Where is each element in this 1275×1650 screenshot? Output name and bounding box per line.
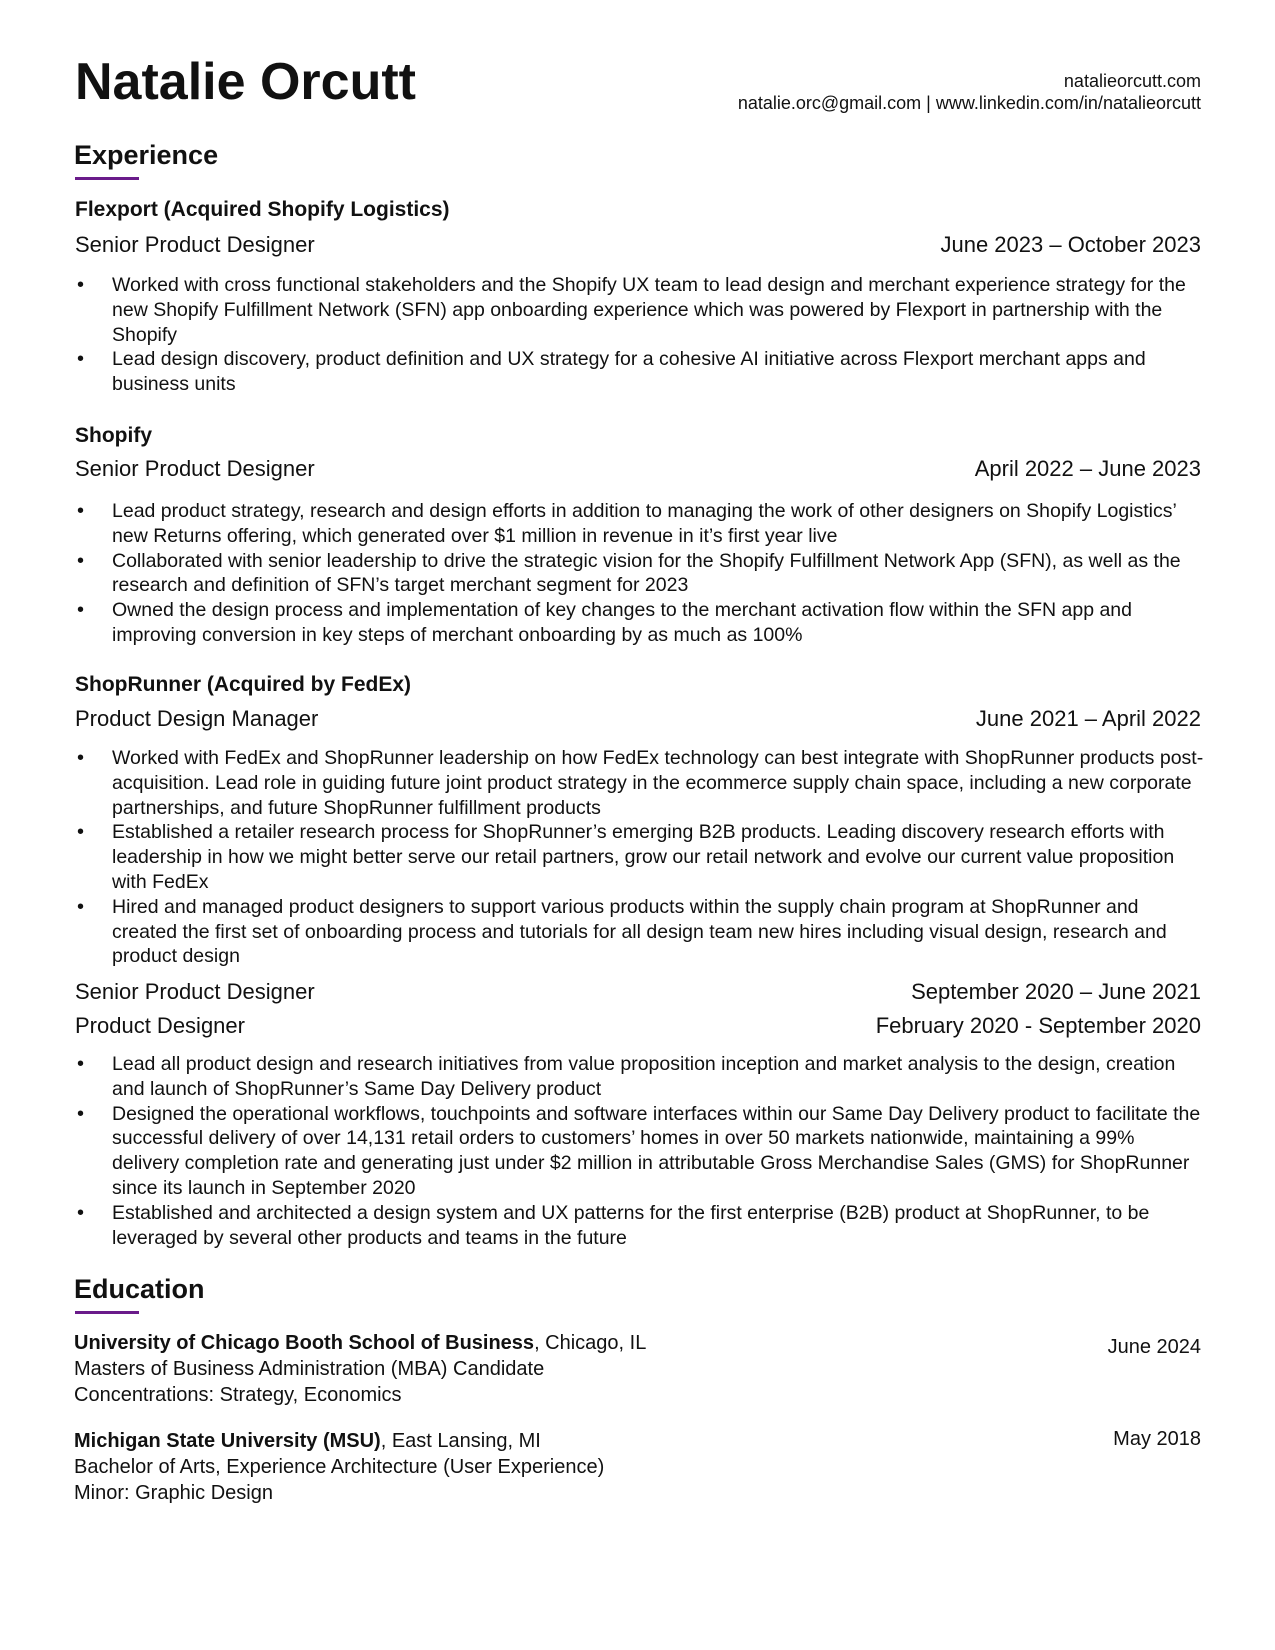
list-item: • Lead product strategy, research and design efforts in addition to managing the work of other designers on Shopify Logistics’ new Returns offering, which generated over $1 million in revenue in it’s first year live [75,499,1205,549]
list-item: • Lead design discovery, product definition and UX strategy for a cohesive AI initiative across Flexport merchant apps and business units [75,347,1205,397]
school-name: Michigan State University (MSU) [74,1430,381,1452]
job-dates: September 2020 – June 2021 [911,979,1201,1004]
job-role: Product Design Manager [75,706,319,731]
bullet-list-flexport [75,273,1205,397]
company-shoprunner: ShopRunner (Acquired by FedEx) [75,673,412,696]
experience-heading: Experience [74,140,219,170]
company-flexport: Flexport (Acquired Shopify Logistics) [75,198,450,221]
job-role: Senior Product Designer [75,456,315,481]
degree: Bachelor of Arts, Experience Architecture (User Experience) [74,1456,605,1478]
degree-detail: Minor: Graphic Design [74,1482,273,1504]
degree-detail: Concentrations: Strategy, Economics [74,1384,402,1406]
linkedin-link[interactable]: www.linkedin.com/in/natalieorcutt [935,93,1201,113]
degree: Masters of Business Administration (MBA) Candidate [74,1358,545,1380]
job-row-flexport [75,233,1201,257]
list-item: • Hired and managed product designers to support various products within the supply chain program at ShopRunner and created the first set of onboarding process and tutorials for all design team new hires including visual design, research and product design [75,895,1205,969]
job-row-senior-designer [75,980,1201,1004]
job-row-product-designer [75,1014,1201,1038]
experience-underline [75,177,139,180]
company-shopify: Shopify [75,424,152,447]
education-heading: Education [74,1274,205,1304]
job-row-shopify [75,457,1201,481]
website-link[interactable]: natalieorcutt.com [1063,71,1201,91]
bullet-list-shopify [75,499,1205,648]
contact-separator: | [926,93,931,113]
job-role: Product Designer [75,1013,245,1038]
job-dates: June 2023 – October 2023 [940,232,1201,257]
list-item: • Designed the operational workflows, touchpoints and software interfaces within our Same Day Delivery product to facilitate the successful delivery of over 14,131 retail orders to customers’ homes in over 50 markets nationwide, maintaining a 99% delivery completion rate and generating just under $2 million in attributable Gross Merchandise Sales (GMS) for ShopRunner since its launch in September 2020 [75,1102,1205,1201]
school-name: University of Chicago Booth School of Business [74,1332,535,1354]
education-date-booth: June 2024 [1107,1336,1201,1358]
list-item: • Worked with FedEx and ShopRunner leadership on how FedEx technology can best integrate with ShopRunner products post-acquisition. Lead role in guiding future joint product strategy in the ecommerce supply chain space, including a new corporate partnerships, and future ShopRunner fulfillment products [75,746,1205,820]
job-dates: April 2022 – June 2023 [974,456,1201,481]
education-date-msu: May 2018 [1113,1428,1201,1450]
list-item: • Worked with cross functional stakeholders and the Shopify UX team to lead design and merchant experience strategy for the new Shopify Fulfillment Network (SFN) app onboarding experience which was powered by Flexport in partnership with the Shopify [75,273,1205,347]
list-item: • Established a retailer research process for ShopRunner’s emerging B2B products. Leading discovery research efforts with leadership in how we might better serve our retail partners, grow our retail network and evolve our current value proposition with FedEx [75,820,1205,894]
school-location: , East Lansing, MI [380,1430,541,1452]
job-dates: February 2020 - September 2020 [875,1013,1201,1038]
job-role: Senior Product Designer [75,979,315,1004]
education-item-booth [74,1330,646,1408]
list-item: • Established and architected a design system and UX patterns for the first enterprise (B2B) product at ShopRunner, to be leveraged by several other products and teams in the future [75,1201,1205,1251]
job-row-shoprunner [75,707,1201,731]
list-item: • Collaborated with senior leadership to drive the strategic vision for the Shopify Fulfillment Network App (SFN), as well as the research and definition of SFN’s target merchant segment for 2023 [75,549,1205,599]
bullet-list-shoprunner [75,746,1205,969]
candidate-name: Natalie Orcutt [75,53,416,111]
education-item-msu [74,1428,604,1506]
education-underline [75,1311,139,1314]
job-role: Senior Product Designer [75,232,315,257]
bullet-list-shoprunner-earlier [75,1052,1205,1250]
contact-info [738,70,1201,114]
list-item: • Lead all product design and research initiatives from value proposition inception and market analysis to the design, creation and launch of ShopRunner’s Same Day Delivery product [75,1052,1205,1102]
school-location: , Chicago, IL [534,1332,647,1354]
email-link[interactable]: natalie.orc@gmail.com [737,93,922,113]
job-dates: June 2021 – April 2022 [975,706,1201,731]
list-item: • Owned the design process and implementation of key changes to the merchant activation flow within the SFN app and improving conversion in key steps of merchant onboarding by as much as 100% [75,598,1205,648]
